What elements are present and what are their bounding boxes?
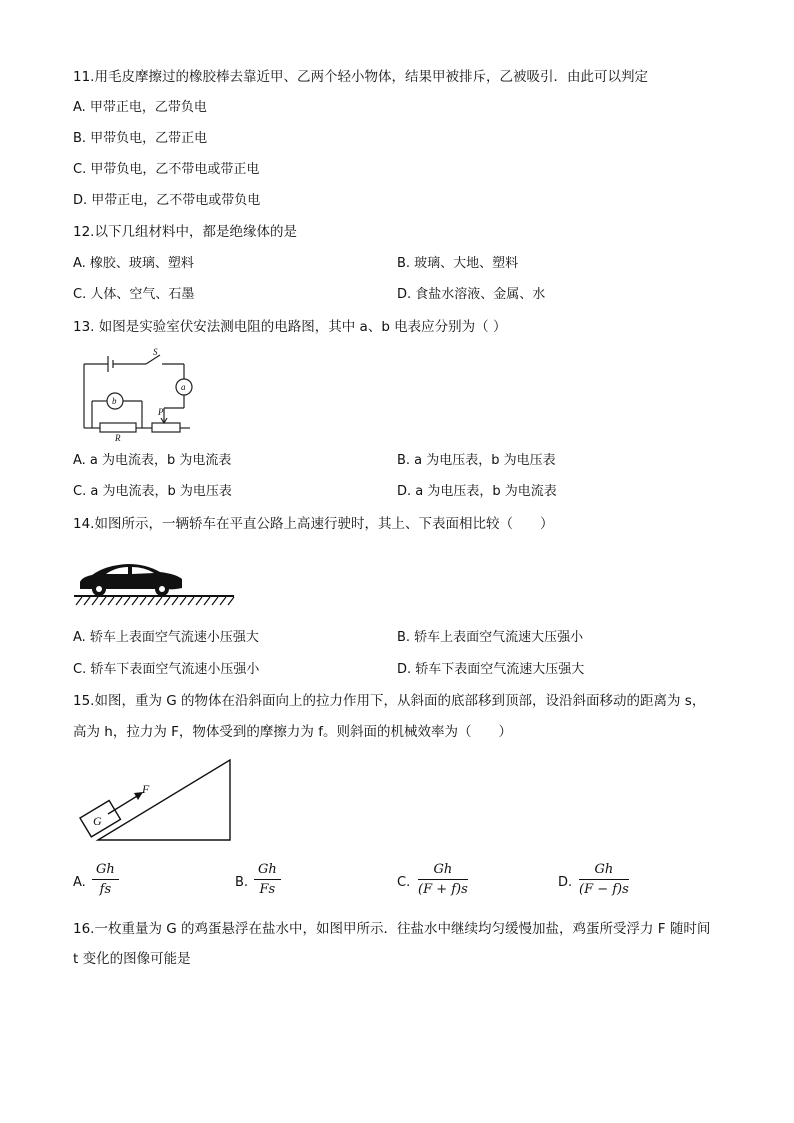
- q12-option-d: D. 食盐水溶液、金属、水: [397, 287, 546, 302]
- q15-option-d-fraction: [579, 862, 629, 897]
- q11-stem: 11.用毛皮摩擦过的橡胶棒去靠近甲、乙两个轻小物体，结果甲被排斥，乙被吸引．由此可以判定: [73, 69, 648, 85]
- meter-a-label: a: [181, 382, 186, 392]
- switch-label: S: [153, 347, 158, 357]
- q13-option-d: D. a 为电压表，b 为电流表: [397, 484, 557, 499]
- resistor-r: [100, 423, 136, 432]
- q15-option-a-denominator: fs: [99, 882, 112, 897]
- q15-option-c-label: C.: [397, 875, 411, 890]
- q15-incline-diagram: [76, 756, 236, 846]
- rheostat: [152, 423, 180, 432]
- q11-option-a: A. 甲带正电，乙带负电: [73, 100, 207, 115]
- q14-option-c: C. 轿车下表面空气流速小压强小: [73, 662, 260, 677]
- q11-option-c: C. 甲带负电，乙不带电或带正电: [73, 162, 260, 177]
- q15-option-a-fraction: [92, 862, 119, 897]
- q14-car-on-road: [72, 555, 238, 607]
- q15-option-d-denominator: (F − f)s: [579, 882, 629, 897]
- q14-option-b: B. 轿车上表面空气流速大压强小: [397, 630, 584, 645]
- road-hatching: [76, 597, 234, 605]
- q13-stem: 13. 如图是实验室伏安法测电阻的电路图，其中 a、b 电表应分别为（ ）: [73, 319, 507, 335]
- q11-option-b: B. 甲带负电，乙带正电: [73, 131, 208, 146]
- block-label: G: [93, 814, 102, 828]
- q15-option-a-label: A.: [73, 875, 86, 890]
- q15-option-c-denominator: (F + f)s: [418, 882, 468, 897]
- incline-triangle: [98, 760, 230, 840]
- q14-stem: 14.如图所示，一辆轿车在平直公路上高速行驶时，其上、下表面相比较（ ）: [73, 516, 554, 532]
- q12-stem: 12.以下几组材料中，都是绝缘体的是: [73, 224, 297, 240]
- meter-b-label: b: [112, 396, 117, 406]
- q11-option-d: D. 甲带正电，乙不带电或带负电: [73, 193, 261, 208]
- q15-option-b-numerator: Gh: [254, 862, 281, 880]
- slider-label: P: [158, 407, 164, 417]
- q15-stem-line2: 高为 h，拉力为 F，物体受到的摩擦力为 f。则斜面的机械效率为（ ）: [73, 724, 512, 740]
- force-label: F: [142, 782, 150, 796]
- q15-option-b-fraction: [254, 862, 281, 897]
- q14-option-d: D. 轿车下表面空气流速大压强大: [397, 662, 585, 677]
- resistor-label: R: [115, 433, 121, 442]
- q12-option-b: B. 玻璃、大地、塑料: [397, 256, 519, 271]
- q15-option-d-label: D.: [558, 875, 573, 890]
- q15-option-c-numerator: Gh: [418, 862, 468, 880]
- q15-option-b-label: B.: [235, 875, 249, 890]
- q14-option-a: A. 轿车上表面空气流速小压强大: [73, 630, 259, 645]
- q15-option-b-denominator: Fs: [259, 882, 276, 897]
- q15-option-a-numerator: Gh: [92, 862, 119, 880]
- q15-option-d-numerator: Gh: [579, 862, 629, 880]
- q16-stem-line2: t 变化的图像可能是: [73, 951, 191, 967]
- q16-stem-line1: 16.一枚重量为 G 的鸡蛋悬浮在盐水中，如图甲所示．往盐水中继续均匀缓慢加盐，鸡蛋所受浮力 F 随时间: [73, 921, 711, 937]
- q12-option-a: A. 橡胶、玻璃、塑料: [73, 256, 194, 271]
- q13-option-a: A. a 为电流表，b 为电流表: [73, 453, 232, 468]
- q15-option-c-fraction: [418, 862, 468, 897]
- q13-circuit-diagram: [78, 346, 204, 442]
- q15-stem-line1: 15.如图，重为 G 的物体在沿斜面向上的拉力作用下，从斜面的底部移到顶部，设沿斜面移动的距离为 s，: [73, 693, 706, 709]
- q13-option-b: B. a 为电压表，b 为电压表: [397, 453, 556, 468]
- q12-option-c: C. 人体、空气、石墨: [73, 287, 195, 302]
- q13-option-c: C. a 为电流表，b 为电压表: [73, 484, 232, 499]
